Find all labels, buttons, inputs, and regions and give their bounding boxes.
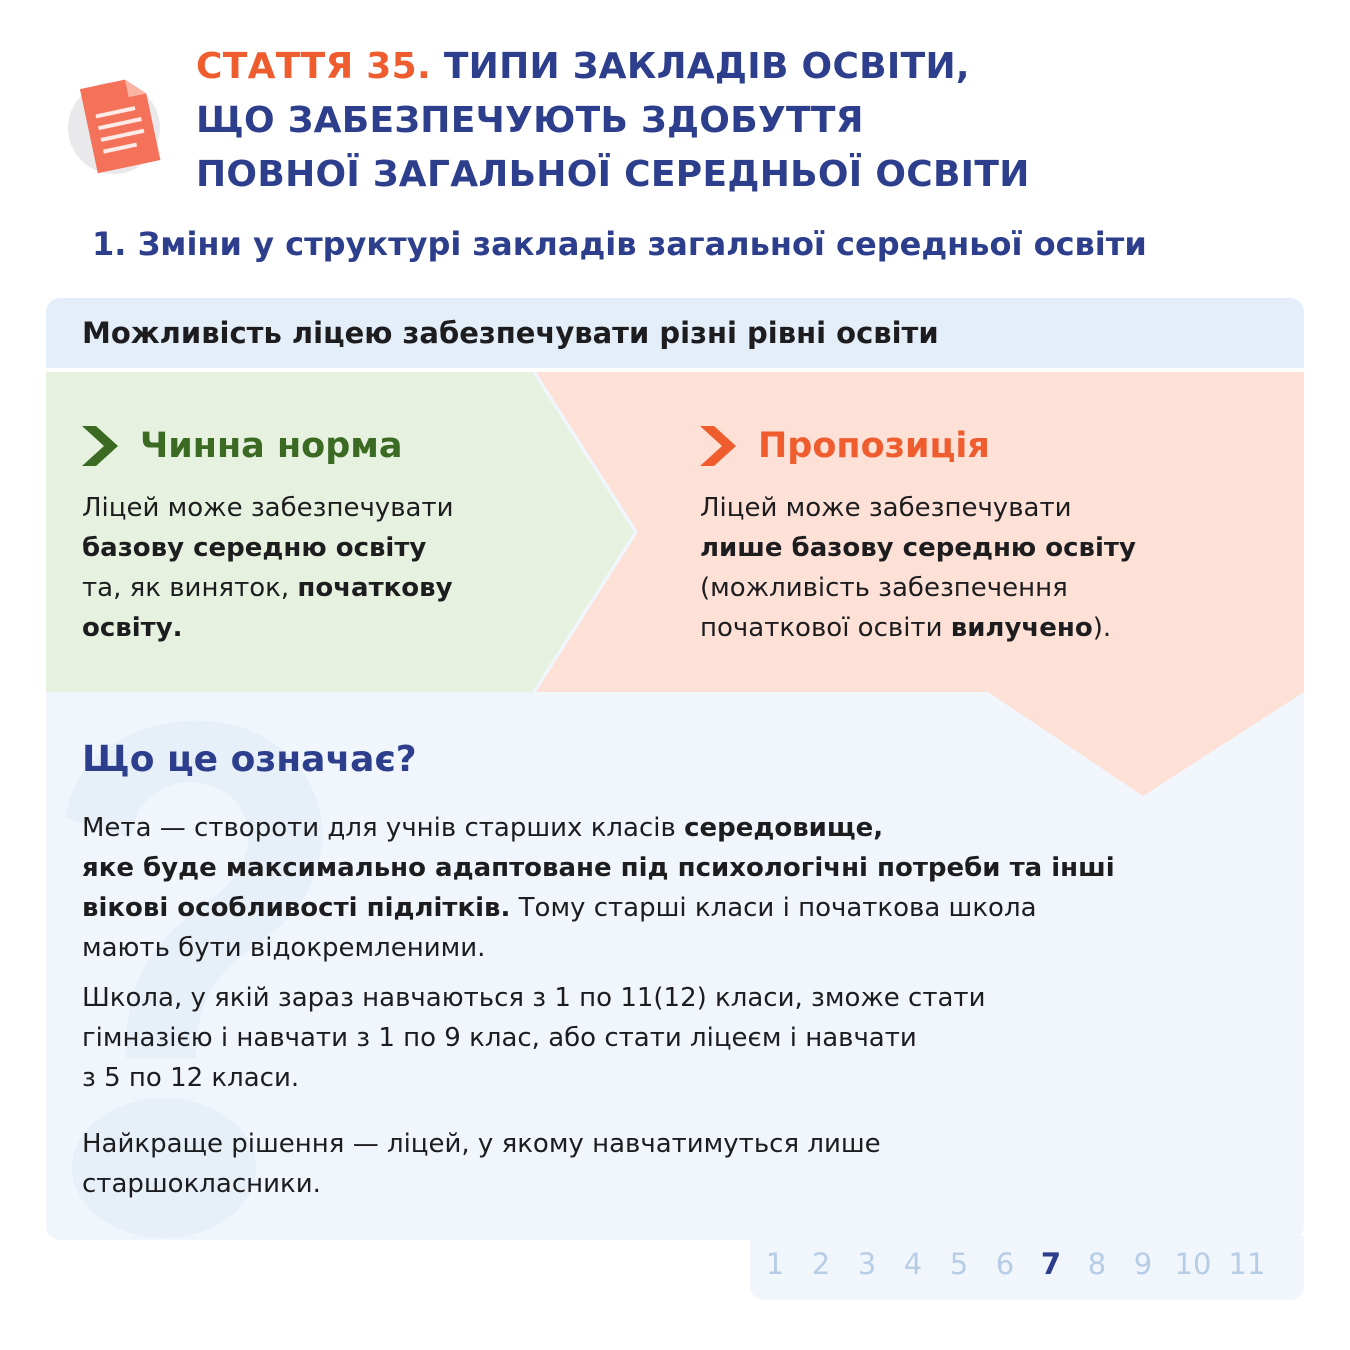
page-number-2[interactable]: 2	[811, 1247, 831, 1281]
proposal-bold-2: вилучено	[950, 613, 1093, 643]
what-it-means-heading: Що це означає?	[82, 739, 417, 780]
proposal-bold-1: лише базову середню освіту	[700, 533, 1136, 563]
current-norm-line-1: Ліцей може забезпечувати	[82, 493, 454, 523]
page-number-8[interactable]: 8	[1087, 1247, 1107, 1281]
current-norm-text	[82, 488, 562, 648]
page-number-7[interactable]: 7	[1040, 1247, 1062, 1281]
p3-line-2: старшокласники.	[82, 1169, 321, 1199]
proposal-line-4: початкової освіти	[700, 613, 943, 643]
proposal-line-1: Ліцей може забезпечувати	[700, 493, 1072, 523]
title-line-1	[196, 40, 1316, 94]
p2-line-2: гімназією і навчати з 1 по 9 клас, або стати ліцеєм і навчати	[82, 1023, 917, 1053]
title-line-1-rest: ТИПИ ЗАКЛАДІВ ОСВІТИ,	[443, 46, 970, 87]
pagination	[750, 1236, 1304, 1300]
meaning-paragraph-2	[82, 978, 1262, 1098]
p1-text-3: мають бути відокремленими.	[82, 933, 486, 963]
current-norm-bold-2: початкову	[297, 573, 453, 603]
proposal-column	[700, 424, 1260, 648]
page-number-6[interactable]: 6	[995, 1247, 1015, 1281]
current-norm-line-3: та, як виняток,	[82, 573, 290, 603]
page-title	[196, 40, 1316, 202]
p1-text-2: Тому старші класи і початкова школа	[518, 893, 1037, 923]
proposal-text	[700, 488, 1260, 648]
proposal-heading: Пропозиція	[758, 426, 990, 466]
meaning-paragraph-1	[82, 808, 1262, 968]
p3-line-1: Найкраще рішення — ліцей, у якому навчатимуться лише	[82, 1129, 881, 1159]
article-number: СТАТТЯ 35.	[196, 46, 431, 87]
p1-text-1: Мета — створоти для учнів старших класів	[82, 813, 676, 843]
proposal-line-4-end: ).	[1092, 613, 1112, 643]
p2-line-3: з 5 по 12 класи.	[82, 1063, 300, 1093]
page-number-4[interactable]: 4	[903, 1247, 923, 1281]
current-norm-column	[82, 424, 562, 648]
current-norm-bold-3: освіту.	[82, 613, 183, 643]
document-icon	[66, 68, 170, 178]
proposal-line-3: (можливість забезпечення	[700, 573, 1068, 603]
p1-bold-1: середовище,	[684, 813, 884, 843]
p1-bold-3: вікові особливості підлітків.	[82, 893, 511, 923]
p1-bold-2: яке буде максимально адаптоване під психологічні потреби та інші	[82, 853, 1115, 883]
current-norm-heading: Чинна норма	[140, 426, 403, 466]
title-line-2: ЩО ЗАБЕЗПЕЧУЮТЬ ЗДОБУТТЯ	[196, 100, 864, 141]
page-number-3[interactable]: 3	[857, 1247, 877, 1281]
comparison-card	[46, 298, 1304, 1240]
meaning-paragraph-3	[82, 1124, 1262, 1204]
page-number-5[interactable]: 5	[949, 1247, 969, 1281]
page-number-9[interactable]: 9	[1133, 1247, 1153, 1281]
section-subtitle: 1. Зміни у структурі закладів загальної середньої освіти	[92, 225, 1147, 263]
title-line-3: ПОВНОЇ ЗАГАЛЬНОЇ СЕРЕДНЬОЇ ОСВІТИ	[196, 154, 1030, 195]
pagination-list	[752, 1244, 1274, 1284]
page-number-11[interactable]: 11	[1228, 1247, 1266, 1281]
page-number-1[interactable]: 1	[765, 1247, 785, 1281]
current-norm-bold-1: базову середню освіту	[82, 533, 427, 563]
card-header	[46, 298, 1304, 368]
page-number-10[interactable]: 10	[1174, 1247, 1212, 1281]
p2-line-1: Школа, у якій зараз навчаються з 1 по 11(12) класи, зможе стати	[82, 983, 986, 1013]
chevron-right-icon	[82, 426, 118, 466]
card-header-text: Можливість ліцею забезпечувати різні рівні освіти	[82, 316, 939, 350]
chevron-right-icon	[700, 426, 736, 466]
